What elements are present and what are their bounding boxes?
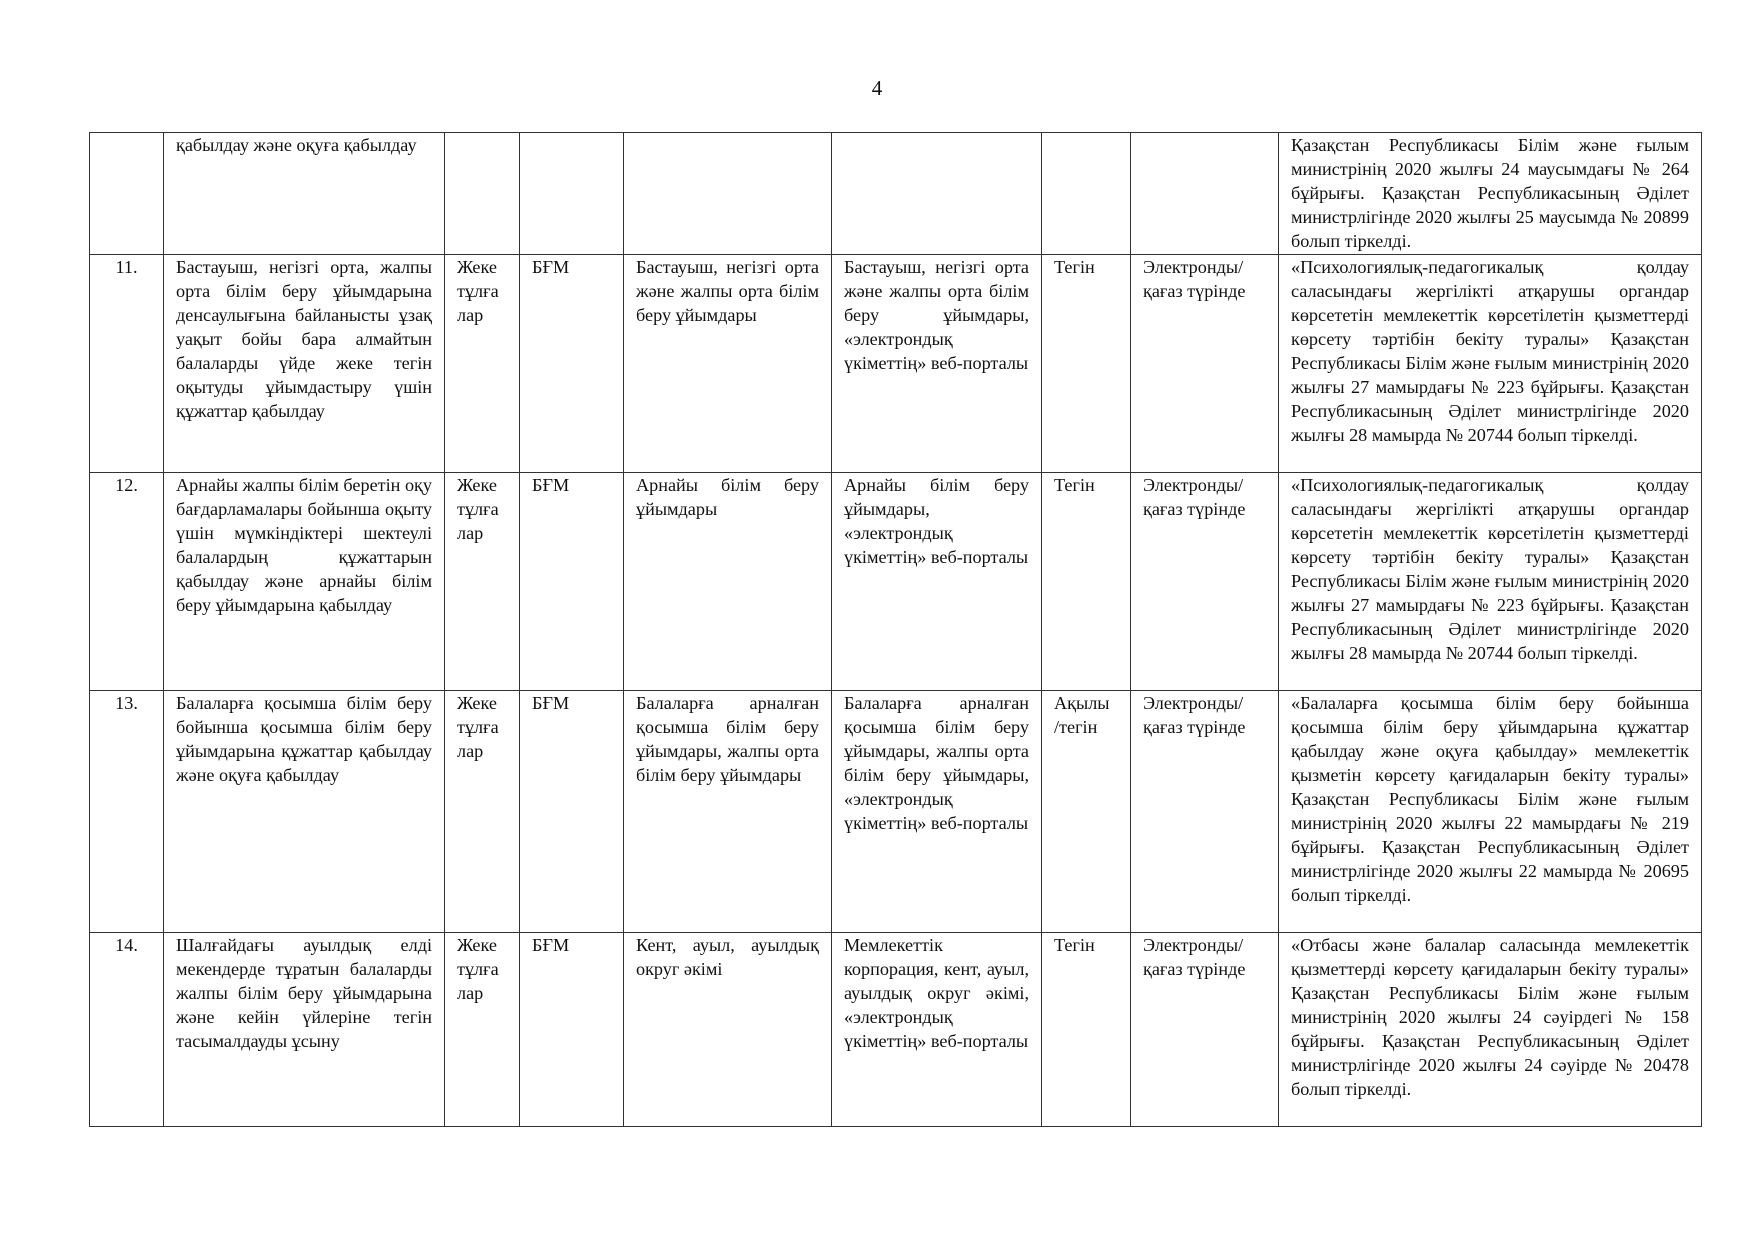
cell-legal-basis: Қазақстан Республикасы Білім және ғылым министрінің 2020 жылғы 24 маусымдағы № 264 бұйрығы. Қазақстан Республикасының Әділет министрлігінде 2020 жылғы 25 маусымда № 20899 болып тіркелді. xyxy=(1279,133,1702,255)
cell-provider xyxy=(624,133,832,255)
cell-number: 11. xyxy=(90,255,164,473)
cell-recipient: Жеке тұлға лар xyxy=(445,473,520,691)
cell-form: Электронды/ қағаз түрінде xyxy=(1131,691,1279,933)
cell-service: Арнайы жалпы білім беретін оқу бағдарламалары бойынша оқыту үшін мүмкіндіктері шектеулі балалардың құжаттарын қабылдау және арнайы білім беру ұйымдарына қабылдау xyxy=(164,473,445,691)
table-row xyxy=(90,133,1702,255)
cell-service: Шалғайдағы ауылдық елді мекендерде тұратын балаларды жалпы білім беру ұйымдарына және кейін үйлеріне тегін тасымалдауды ұсыну xyxy=(164,933,445,1127)
cell-acceptance: Бастауыш, негізгі орта және жалпы орта білім беру ұйымдары, «электрондық үкіметтің» веб-порталы xyxy=(832,255,1042,473)
cell-acceptance: Мемлекеттік корпорация, кент, ауыл, ауылдық округ әкімі, «электрондық үкіметтің» веб-порталы xyxy=(832,933,1042,1127)
cell-ministry: БҒМ xyxy=(520,255,624,473)
cell-number: 14. xyxy=(90,933,164,1127)
cell-number: 13. xyxy=(90,691,164,933)
cell-ministry: БҒМ xyxy=(520,473,624,691)
cell-provider: Бастауыш, негізгі орта және жалпы орта білім беру ұйымдары xyxy=(624,255,832,473)
cell-number xyxy=(90,133,164,255)
cell-recipient xyxy=(445,133,520,255)
cell-payment: Тегін xyxy=(1042,473,1131,691)
cell-acceptance xyxy=(832,133,1042,255)
cell-service: Балаларға қосымша білім беру бойынша қосымша білім беру ұйымдарына құжаттар қабылдау және оқуға қабылдау xyxy=(164,691,445,933)
cell-ministry xyxy=(520,133,624,255)
cell-payment: Тегін xyxy=(1042,933,1131,1127)
cell-payment: Ақылы /тегін xyxy=(1042,691,1131,933)
cell-provider: Кент, ауыл, ауылдық округ әкімі xyxy=(624,933,832,1127)
cell-legal-basis: «Балаларға қосымша білім беру бойынша қосымша білім беру ұйымдарына құжаттар қабылдау және оқуға қабылдау» мемлекеттік қызметін көрсету қағидаларын бекіту туралы» Қазақстан Республикасы Білім және ғылым министрінің 2020 жылғы 22 мамырдағы № 219 бұйрығы. Қазақстан Республикасының Әділет министрлігінде 2020 жылғы 22 мамырда № 20695 болып тіркелді. xyxy=(1279,691,1702,933)
cell-service: Бастауыш, негізгі орта, жалпы орта білім беру ұйымдарына денсаулығына байланысты ұзақ уақыт бойы бара алмайтын балаларды үйде жеке тегін оқытуды ұйымдастыру үшін құжаттар қабылдау xyxy=(164,255,445,473)
cell-legal-basis: «Отбасы және балалар саласында мемлекеттік қызметтерді көрсету қағидаларын бекіту туралы» Қазақстан Республикасы Білім және ғылым министрінің 2020 жылғы 24 сәуірдегі № 158 бұйрығы. Қазақстан Республикасының Әділет министрлігінде 2020 жылғы 24 сәуірде № 20478 болып тіркелді. xyxy=(1279,933,1702,1127)
cell-ministry: БҒМ xyxy=(520,933,624,1127)
page-number: 4 xyxy=(871,76,883,100)
table-row xyxy=(90,691,1702,933)
cell-legal-basis: «Психологиялық-педагогикалық қолдау саласындағы жергілікті атқарушы органдар көрсететін мемлекеттік көрсетілетін қызметтерді көрсету тәртібін бекіту туралы» Қазақстан Республикасы Білім және ғылым министрінің 2020 жылғы 27 мамырдағы № 223 бұйрығы. Қазақстан Республикасының Әділет министрлігінде 2020 жылғы 28 мамырда № 20744 болып тіркелді. xyxy=(1279,473,1702,691)
cell-form: Электронды/ қағаз түрінде xyxy=(1131,933,1279,1127)
cell-recipient: Жеке тұлға лар xyxy=(445,933,520,1127)
cell-acceptance: Балаларға арналған қосымша білім беру ұйымдары, жалпы орта білім беру ұйымдары, «электрондық үкіметтің» веб-порталы xyxy=(832,691,1042,933)
table-row xyxy=(90,473,1702,691)
services-table xyxy=(89,132,1702,1127)
cell-ministry: БҒМ xyxy=(520,691,624,933)
cell-form: Электронды/ қағаз түрінде xyxy=(1131,473,1279,691)
table-row xyxy=(90,255,1702,473)
cell-recipient: Жеке тұлға лар xyxy=(445,691,520,933)
cell-form xyxy=(1131,133,1279,255)
cell-payment: Тегін xyxy=(1042,255,1131,473)
table-row xyxy=(90,933,1702,1127)
cell-form: Электронды/ қағаз түрінде xyxy=(1131,255,1279,473)
cell-service: қабылдау және оқуға қабылдау xyxy=(164,133,445,255)
cell-acceptance: Арнайы білім беру ұйымдары, «электрондық үкіметтің» веб-порталы xyxy=(832,473,1042,691)
cell-provider: Балаларға арналған қосымша білім беру ұйымдары, жалпы орта білім беру ұйымдары xyxy=(624,691,832,933)
cell-recipient: Жеке тұлға лар xyxy=(445,255,520,473)
cell-number: 12. xyxy=(90,473,164,691)
cell-legal-basis: «Психологиялық-педагогикалық қолдау саласындағы жергілікті атқарушы органдар көрсететін мемлекеттік көрсетілетін қызметтерді көрсету тәртібін бекіту туралы» Қазақстан Республикасы Білім және ғылым министрінің 2020 жылғы 27 мамырдағы № 223 бұйрығы. Қазақстан Республикасының Әділет министрлігінде 2020 жылғы 28 мамырда № 20744 болып тіркелді. xyxy=(1279,255,1702,473)
cell-payment xyxy=(1042,133,1131,255)
cell-provider: Арнайы білім беру ұйымдары xyxy=(624,473,832,691)
